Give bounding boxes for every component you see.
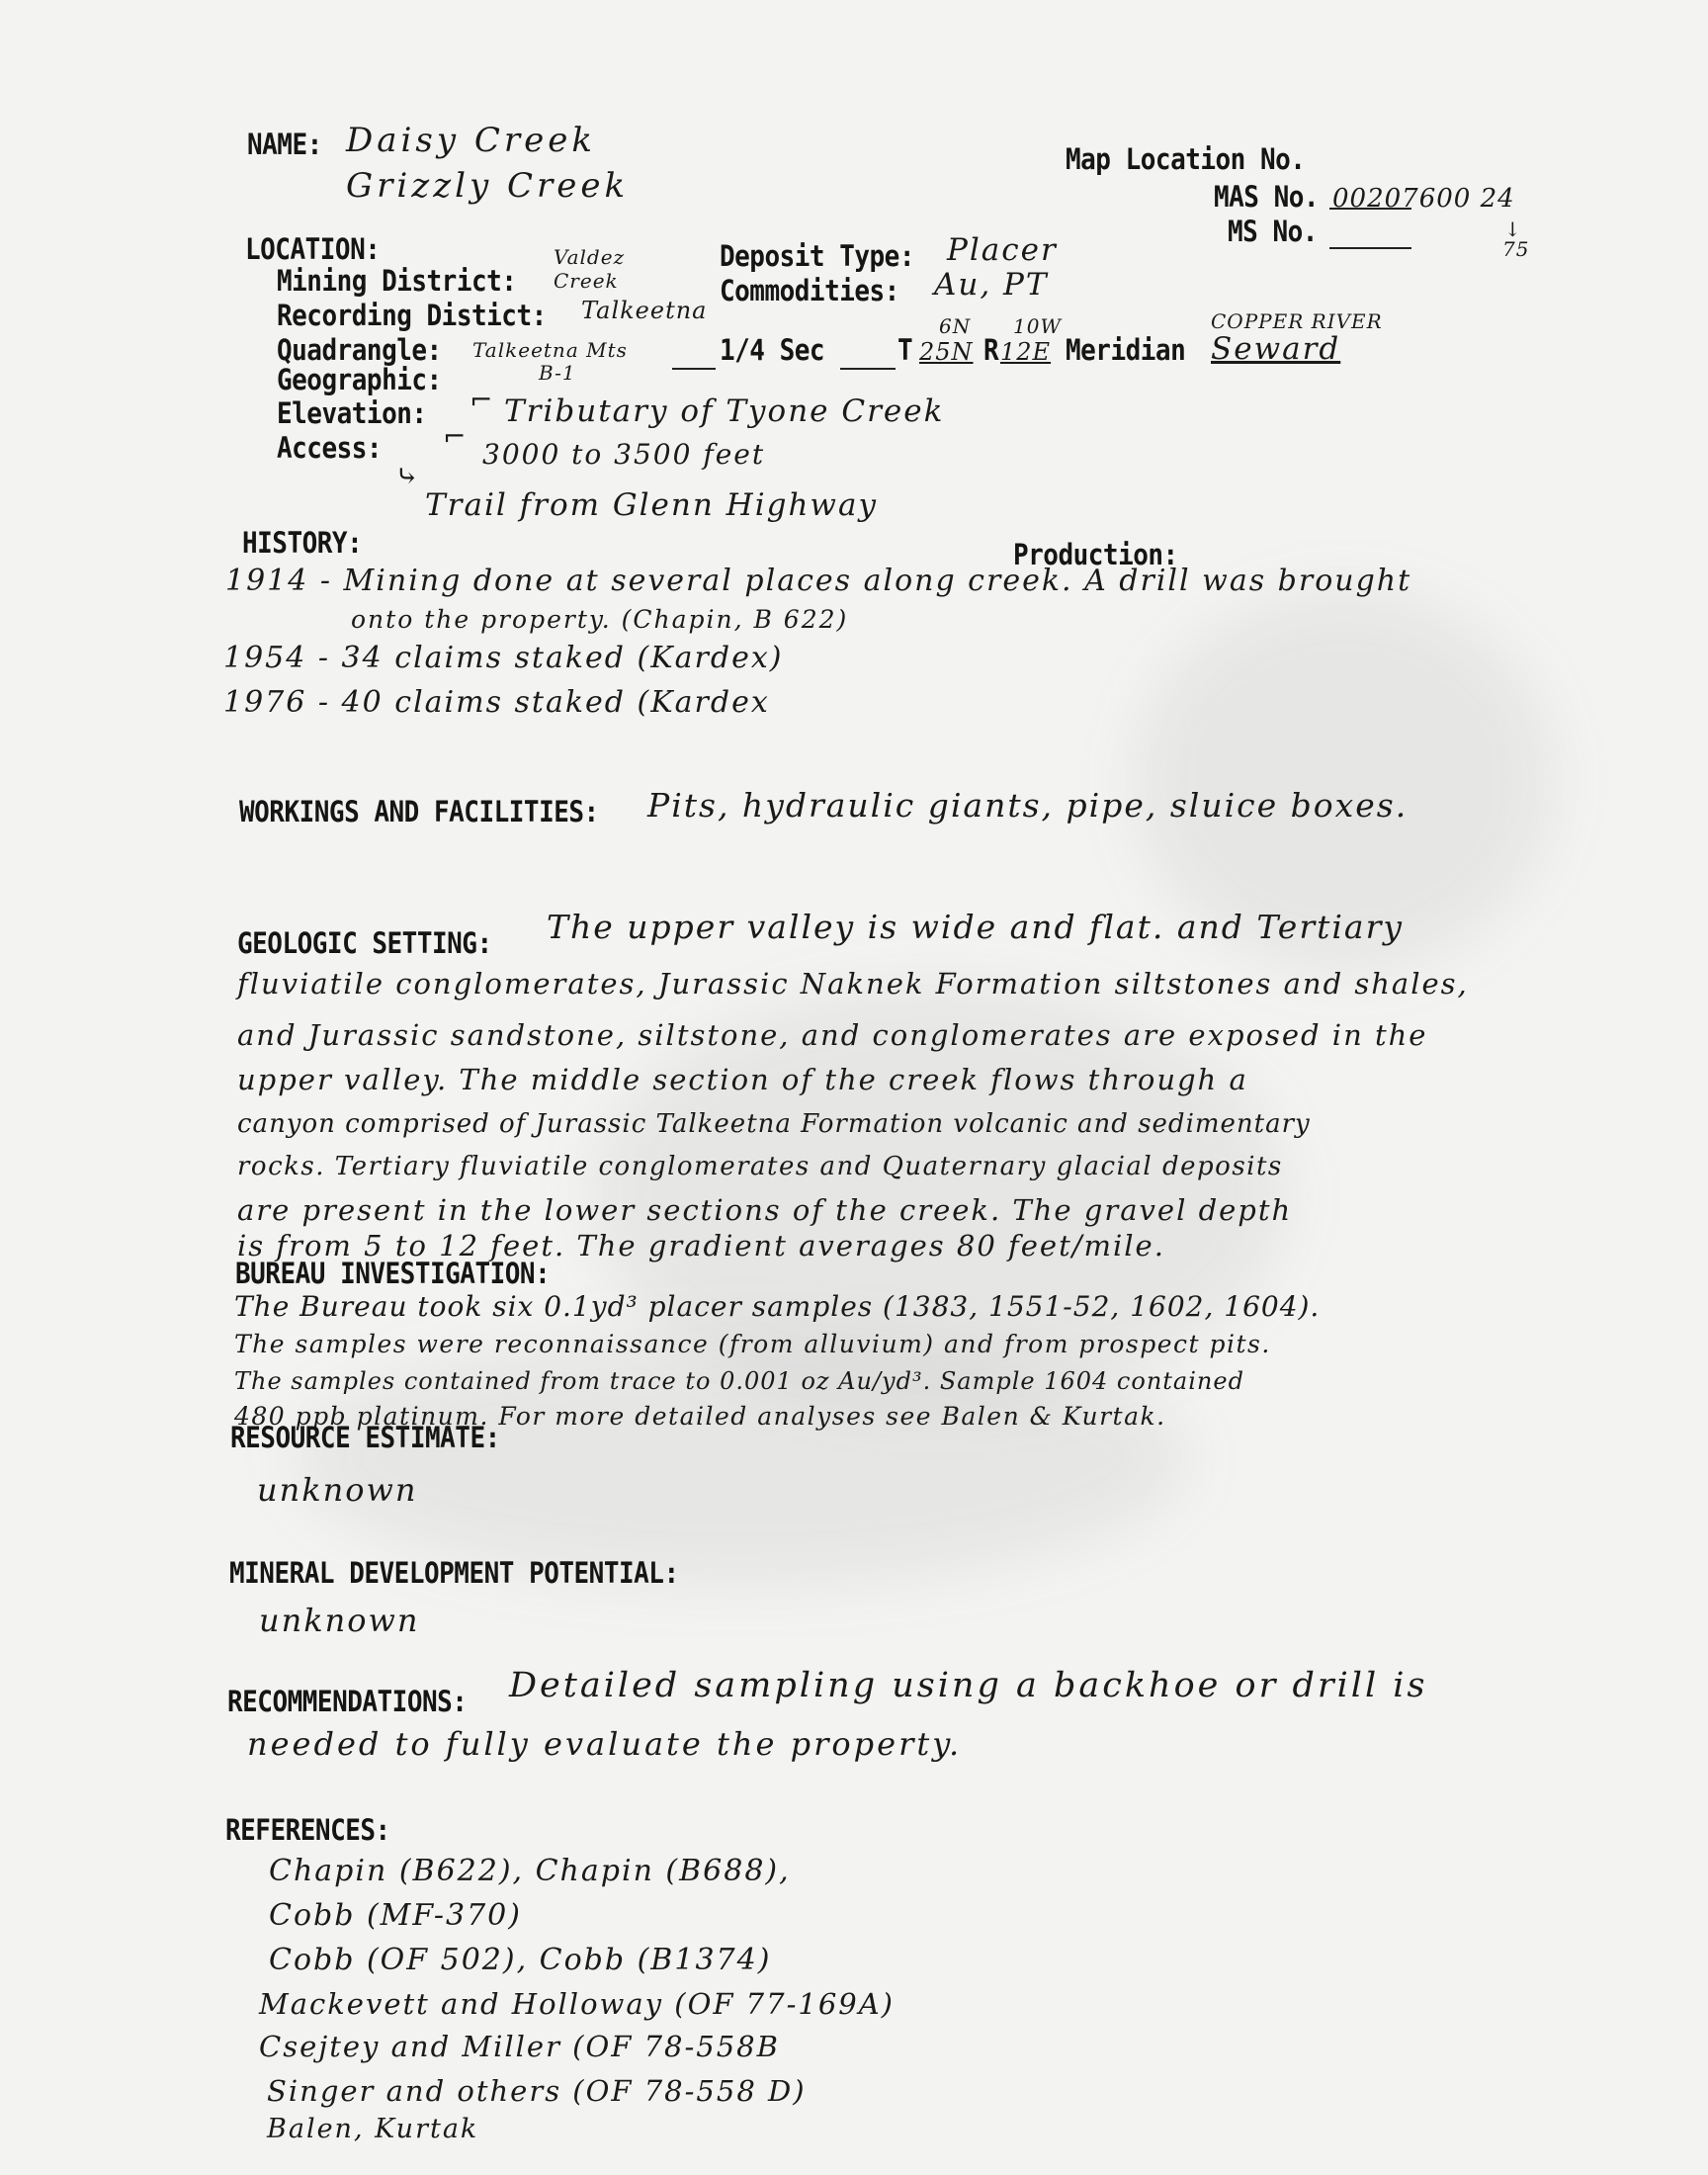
quarter-sec-label: 1/4 Sec <box>720 334 825 368</box>
commodities-value: Au, PT <box>934 267 1049 303</box>
reference-line: Chapin (B622), Chapin (B688), <box>269 1854 791 1888</box>
elevation-value: 3000 to 3500 feet <box>482 438 766 471</box>
geology-line: are present in the lower sections of the creek. The gravel depth <box>237 1193 1293 1227</box>
geologic-setting-label: GEOLOGIC SETTING: <box>237 927 492 961</box>
mining-district-label: Mining District: <box>277 265 517 299</box>
reference-line: Csejtey and Miller (OF 78-558B <box>259 2030 780 2063</box>
ms-label: MS No. <box>1228 216 1318 249</box>
bureau-investigation-label: BUREAU INVESTIGATION: <box>235 1258 551 1291</box>
workings-value: Pits, hydraulic giants, pipe, sluice boxes. <box>647 786 1409 825</box>
geographic-label: Geographic: <box>277 364 442 397</box>
location-label: LOCATION: <box>245 233 381 267</box>
quarter-sec-blank <box>672 368 716 370</box>
geology-line: canyon comprised of Jurassic Talkeetna Formation volcanic and sedimentary <box>237 1109 1311 1139</box>
access-arrow: ⤷ <box>395 460 421 492</box>
mining-district-value-line2: Creek <box>554 269 619 293</box>
geology-line: upper valley. The middle section of the creek flows through a <box>237 1063 1248 1096</box>
history-line: 1954 - 34 claims staked (Kardex) <box>223 641 784 675</box>
access-value: Trail from Glenn Highway <box>425 487 878 523</box>
quadrangle-value: Talkeetna Mts <box>472 338 628 362</box>
quadrangle-sub: B-1 <box>539 361 576 385</box>
history-line: 1976 - 40 claims staked (Kardex <box>223 685 770 720</box>
reference-line: Mackevett and Holloway (OF 77-169A) <box>259 1987 895 2021</box>
range-value: 12E <box>1000 338 1052 366</box>
deposit-type-value: Placer <box>947 232 1058 268</box>
name-value-line2: Grizzly Creek <box>346 166 630 206</box>
section-blank <box>840 368 896 370</box>
name-label: NAME: <box>247 129 322 162</box>
recording-district-value: Talkeetna <box>581 297 708 324</box>
mineral-development-label: MINERAL DEVELOPMENT POTENTIAL: <box>229 1557 679 1591</box>
production-label: Production: <box>1013 539 1178 572</box>
ms-blank <box>1329 247 1411 249</box>
township-note: 6N <box>939 314 972 338</box>
geographic-arrow: ⌐ <box>470 384 495 416</box>
mas-note: 75 <box>1502 237 1530 261</box>
reference-line: Balen, Kurtak <box>267 2114 479 2144</box>
map-location-label: Map Location No. <box>1066 143 1306 177</box>
history-line: 1914 - Mining done at several places along creek. A drill was brought <box>225 564 1412 598</box>
meridian-note: COPPER RIVER <box>1211 309 1383 333</box>
geology-line: fluviatile conglomerates, Jurassic Naknek Formation siltstones and shales, <box>237 967 1469 1000</box>
bureau-line: 480 ppb platinum. For more detailed analyses see Balen & Kurtak. <box>234 1402 1166 1431</box>
commodities-label: Commodities: <box>720 275 899 308</box>
township-label: T <box>897 334 913 368</box>
bureau-line: The samples contained from trace to 0.001 oz Au/yd³. Sample 1604 contained <box>234 1367 1244 1395</box>
resource-estimate-value: unknown <box>257 1471 418 1509</box>
references-label: REFERENCES: <box>225 1814 390 1848</box>
mining-district-value-line1: Valdez <box>554 245 626 269</box>
recording-district-label: Recording Distict: <box>277 300 547 333</box>
meridian-value: Seward <box>1211 331 1341 367</box>
name-value-line1: Daisy Creek <box>346 121 596 160</box>
reference-line: Singer and others (OF 78-558 D) <box>267 2074 807 2108</box>
elevation-label: Elevation: <box>277 397 427 431</box>
meridian-label: Meridian <box>1066 334 1186 368</box>
deposit-type-label: Deposit Type: <box>720 240 914 274</box>
history-label: HISTORY: <box>242 527 363 561</box>
range-note: 10W <box>1013 314 1063 338</box>
recommendations-line: Detailed sampling using a backhoe or drill is <box>509 1666 1428 1705</box>
township-value: 25N <box>919 338 974 366</box>
range-label: R <box>983 334 999 368</box>
bureau-line: The Bureau took six 0.1yd³ placer samples (1383, 1551-52, 1602, 1604). <box>234 1290 1321 1323</box>
quadrangle-label: Quadrangle: <box>277 334 442 368</box>
mas-label: MAS No. <box>1214 181 1320 215</box>
bureau-line: The samples were reconnaissance (from alluvium) and from prospect pits. <box>234 1330 1271 1358</box>
mas-value: 00207600 24 <box>1332 184 1515 214</box>
access-label: Access: <box>277 432 383 466</box>
recommendations-line: needed to fully evaluate the property. <box>247 1725 963 1763</box>
geology-line: is from 5 to 12 feet. The gradient averages 80 feet/mile. <box>237 1229 1165 1262</box>
geographic-value: Tributary of Tyone Creek <box>504 393 945 429</box>
resource-estimate-label: RESOURCE ESTIMATE: <box>230 1422 500 1455</box>
mineral-development-value: unknown <box>259 1602 420 1639</box>
geology-line: The upper valley is wide and flat. and Tertiary <box>547 908 1405 946</box>
elevation-arrow: ⌐ <box>443 420 469 453</box>
mas-note-arrow: ↓ <box>1504 218 1522 241</box>
reference-line: Cobb (MF-370) <box>269 1898 522 1933</box>
recommendations-label: RECOMMENDATIONS: <box>227 1686 468 1719</box>
workings-label: WORKINGS AND FACILITIES: <box>239 796 599 829</box>
history-line: onto the property. (Chapin, B 622) <box>351 605 849 634</box>
geology-line: and Jurassic sandstone, siltstone, and conglomerates are exposed in the <box>237 1018 1428 1052</box>
geology-line: rocks. Tertiary fluviatile conglomerates and Quaternary glacial deposits <box>237 1152 1283 1181</box>
reference-line: Cobb (OF 502), Cobb (B1374) <box>269 1943 772 1977</box>
